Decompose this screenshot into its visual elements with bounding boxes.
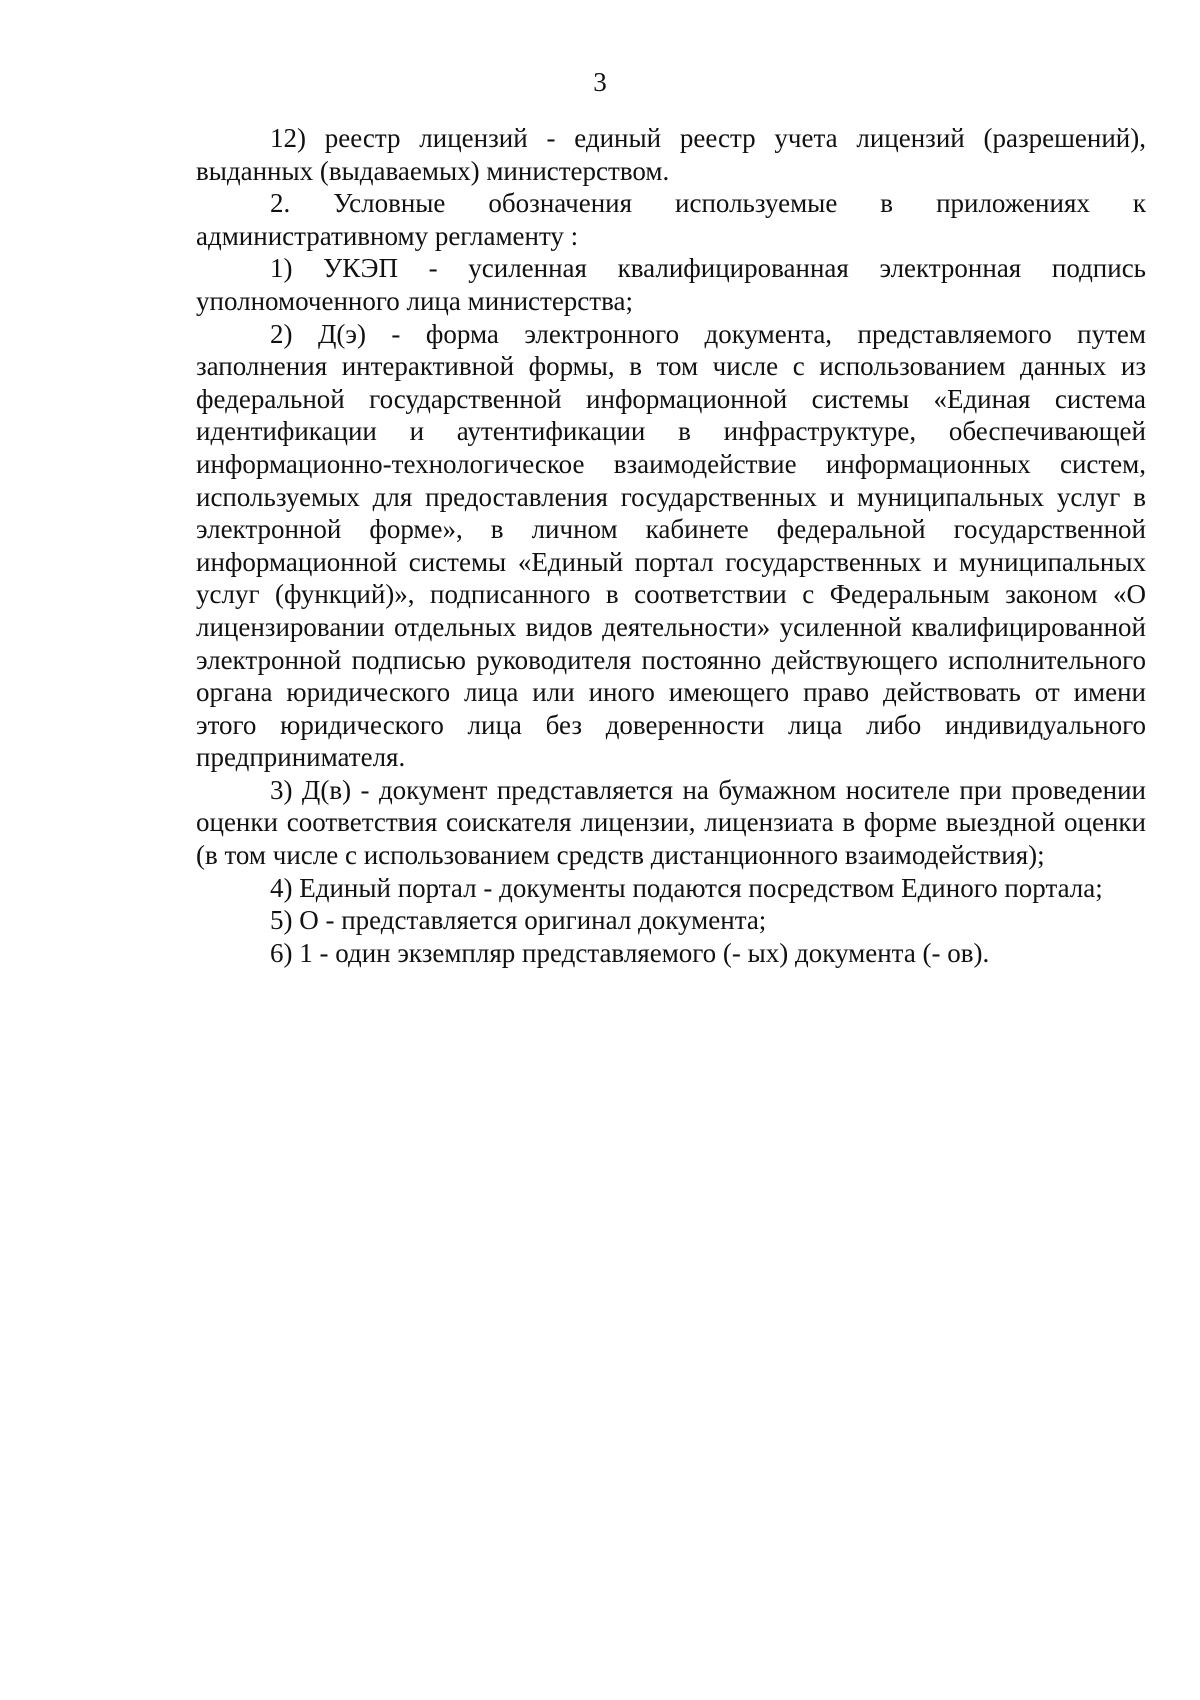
- paragraph-electronic-document: 2) Д(э) - форма электронного документа, представляемого путем заполнения интерактивной формы, в том числе с использованием данных из федеральной государственной информационной системы «Единая система идентификации и аутентификации в инфраструктуре, обеспечивающей информационно-технологическое взаимодействие информационных систем, используемых для предоставления государственных и муниципальных услуг в электронной форме», в личном кабинете федеральной государственной информационной системы «Единый портал государственных и муниципальных услуг (функций)», подписанного в соответствии с Федеральным законом «О лицензировании отдельных видов деятельности» усиленной квалифицированной электронной подписью руководителя постоянно действующего исполнительного органа юридического лица или иного имеющего право действовать от имени этого юридического лица без доверенности лица либо индивидуального предпринимателя.: [196, 318, 1146, 773]
- paragraph-one-copy: 6) 1 - один экземпляр представляемого (- ых) документа (- ов).: [270, 937, 990, 968]
- paragraph-registry: 12) реестр лицензий - единый реестр учета лицензий (разрешений), выданных (выдаваемых) министерством.: [196, 123, 1146, 186]
- paragraph-unified-portal: 4) Единый портал - документы подаются посредством Единого портала;: [270, 872, 1103, 903]
- document-body: [196, 122, 1146, 969]
- paragraph-conventions: 2. Условные обозначения используемые в приложениях к административному регламенту :: [196, 188, 1146, 251]
- paragraph-paper-document: 3) Д(в) - документ представляется на бумажном носителе при проведении оценки соответствия соискателя лицензии, лицензиата в форме выездной оценки (в том числе с использованием средств дистанционного взаимодействия);: [196, 774, 1146, 871]
- paragraph-ukep: 1) УКЭП - усиленная квалифицированная электронная подпись уполномоченного лица министерства;: [196, 253, 1146, 316]
- paragraph-original: 5) О - представляется оригинал документа;: [270, 905, 767, 936]
- page-number: 3: [593, 67, 607, 97]
